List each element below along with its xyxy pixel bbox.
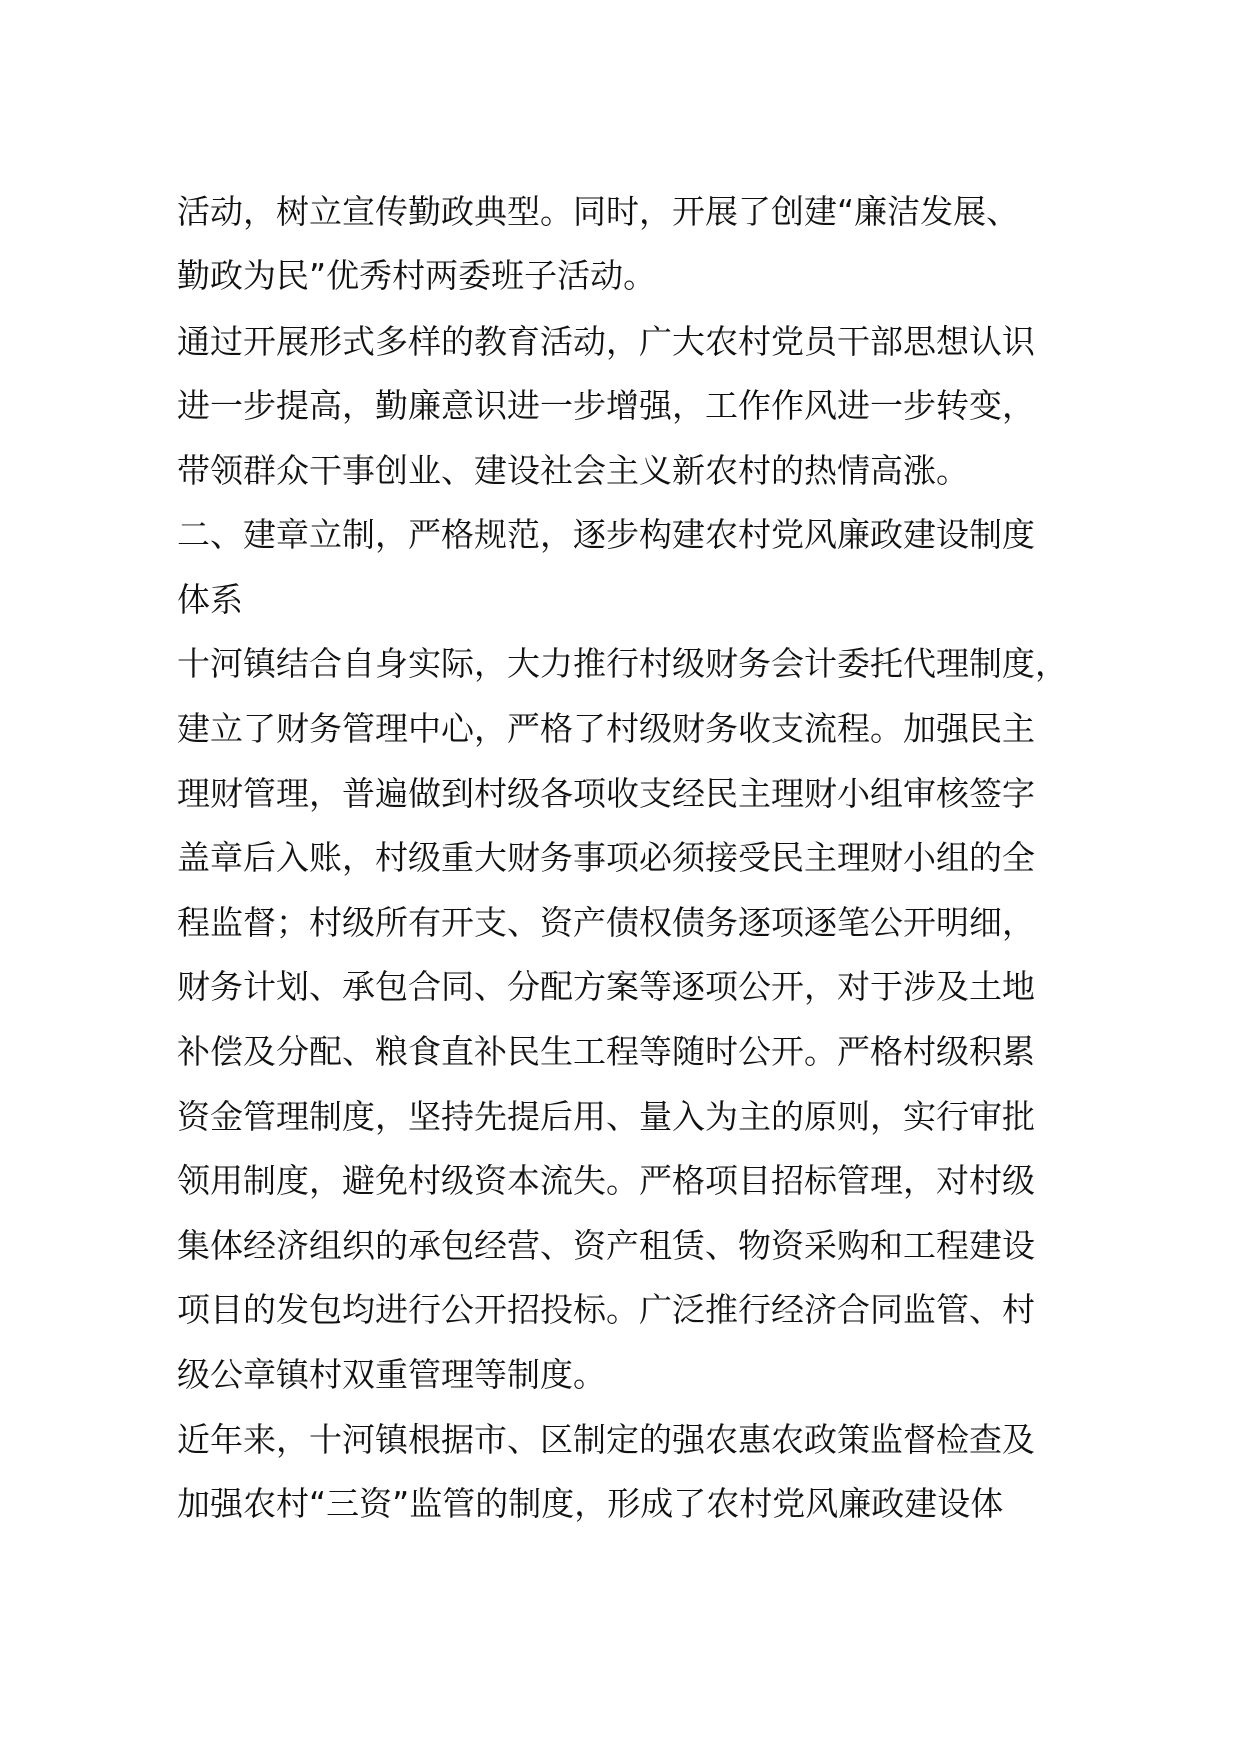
text-line: 盖章后入账，村级重大财务事项必须接受民主理财小组的全 <box>177 838 1035 877</box>
text-line: 带领群众干事创业、建设社会主义新农村的热情高涨。 <box>177 451 969 490</box>
text-line: 勤政为民”优秀村两委班子活动。 <box>177 256 657 295</box>
text-line: 进一步提高，勤廉意识进一步增强，工作作风进一步转变， <box>177 386 1035 425</box>
section-heading-line: 二、建章立制，严格规范，逐步构建农村党风廉政建设制度 <box>177 515 1035 554</box>
text-line: 级公章镇村双重管理等制度。 <box>177 1355 606 1394</box>
text-line: 领用制度，避免村级资本流失。严格项目招标管理，对村级 <box>177 1161 1035 1200</box>
text-line: 理财管理，普遍做到村级各项收支经民主理财小组审核签字 <box>177 774 1035 813</box>
text-line: 集体经济组织的承包经营、资产租赁、物资采购和工程建设 <box>177 1226 1035 1265</box>
text-line: 通过开展形式多样的教育活动，广大农村党员干部思想认识 <box>177 322 1035 361</box>
text-line: 加强农村“三资”监管的制度，形成了农村党风廉政建设体 <box>177 1484 1004 1523</box>
text-line: 建立了财务管理中心，严格了村级财务收支流程。加强民主 <box>177 709 1035 748</box>
text-line: 资金管理制度，坚持先提后用、量入为主的原则，实行审批 <box>177 1097 1035 1136</box>
text-line: 十河镇结合自身实际，大力推行村级财务会计委托代理制度， <box>177 644 1068 683</box>
text-line: 财务计划、承包合同、分配方案等逐项公开，对于涉及土地 <box>177 967 1035 1006</box>
text-line: 程监督；村级所有开支、资产债权债务逐项逐笔公开明细， <box>177 903 1035 942</box>
section-heading-line: 体系 <box>177 580 243 619</box>
text-line: 项目的发包均进行公开招投标。广泛推行经济合同监管、村 <box>177 1290 1035 1329</box>
text-line: 补偿及分配、粮食直补民生工程等随时公开。严格村级积累 <box>177 1032 1035 1071</box>
text-line: 活动，树立宣传勤政典型。同时，开展了创建“廉洁发展、 <box>177 192 1020 231</box>
text-line: 近年来，十河镇根据市、区制定的强农惠农政策监督检查及 <box>177 1420 1035 1459</box>
